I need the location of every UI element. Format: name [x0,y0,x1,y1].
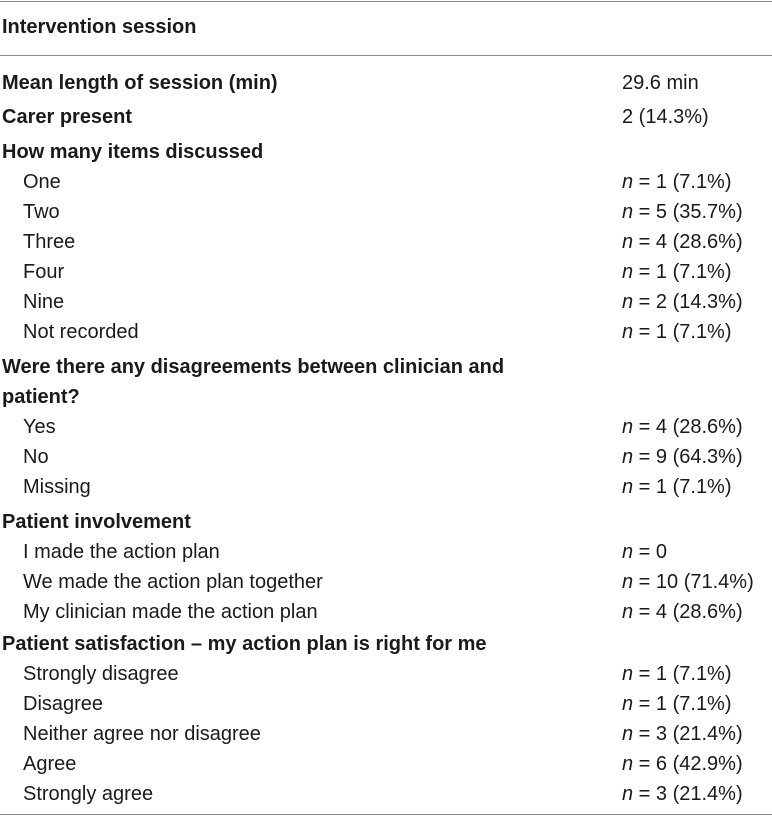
row-value: n = 3 (21.4%) [622,723,743,745]
table-row [0,751,772,781]
row-label: No [23,446,49,468]
row-label: Disagree [23,693,104,715]
section-heading-label: Patient involvement [2,511,191,533]
row-value: n = 4 (28.6%) [622,601,743,623]
table-row [0,319,772,349]
row-value: n = 3 (21.4%) [622,783,743,805]
table-caption: Intervention session [2,16,197,38]
table-row [0,169,772,199]
row-value: n = 1 (7.1%) [622,171,732,193]
section-heading-label: How many items discussed [2,141,264,163]
row-value: n = 9 (64.3%) [622,446,743,468]
row-label: One [23,171,61,193]
row-value: n = 10 (71.4%) [622,571,754,593]
row-label: Mean length of session (min) [2,72,278,94]
section-heading [0,631,772,661]
row-label: Strongly agree [23,783,154,805]
table-row [0,70,772,100]
row-value: n = 1 (7.1%) [622,693,732,715]
table-row [0,199,772,229]
row-label: Strongly disagree [23,663,179,685]
table-bottom-rule [0,814,772,815]
row-value: n = 2 (14.3%) [622,291,743,313]
row-label: Neither agree nor disagree [23,723,261,745]
row-value: n = 6 (42.9%) [622,753,743,775]
table-row [0,539,772,569]
table-row [0,229,772,259]
table-top-rule [0,1,772,2]
row-label: Nine [23,291,65,313]
row-label: Agree [23,753,77,775]
table-row [0,599,772,629]
table-row [0,414,772,444]
section-heading-label-line1: Were there any disagreements between clinician and [2,356,505,378]
row-value: n = 4 (28.6%) [622,231,743,253]
section-heading [0,139,772,169]
table-row [0,474,772,504]
row-label: We made the action plan together [23,571,323,593]
table-row [0,569,772,599]
section-heading-continued [0,384,772,414]
section-heading [0,509,772,539]
table-row [0,691,772,721]
table-row [0,104,772,134]
row-label: Yes [23,416,56,438]
row-value: n = 1 (7.1%) [622,261,732,283]
row-value: n = 5 (35.7%) [622,201,743,223]
row-label: Two [23,201,60,223]
row-label: My clinician made the action plan [23,601,318,623]
row-label: Missing [23,476,91,498]
section-heading-label: Patient satisfaction – my action plan is right for me [2,633,487,655]
row-label: Not recorded [23,321,139,343]
row-label: Four [23,261,65,283]
section-heading [0,354,772,384]
row-label: Carer present [2,106,133,128]
row-value: n = 1 (7.1%) [622,663,732,685]
table-row [0,661,772,691]
table-row [0,781,772,811]
row-value: n = 4 (28.6%) [622,416,743,438]
row-value: n = 1 (7.1%) [622,476,732,498]
table-row [0,444,772,474]
table-row [0,259,772,289]
row-value: n = 1 (7.1%) [622,321,732,343]
row-value: 29.6 min [622,72,699,94]
section-heading-label-line2: patient? [2,386,80,408]
row-label: I made the action plan [23,541,220,563]
table-row [0,721,772,751]
row-label: Three [23,231,76,253]
table-row [0,289,772,319]
row-value: 2 (14.3%) [622,106,709,128]
table-header-rule [0,55,772,56]
row-value: n = 0 [622,541,668,563]
